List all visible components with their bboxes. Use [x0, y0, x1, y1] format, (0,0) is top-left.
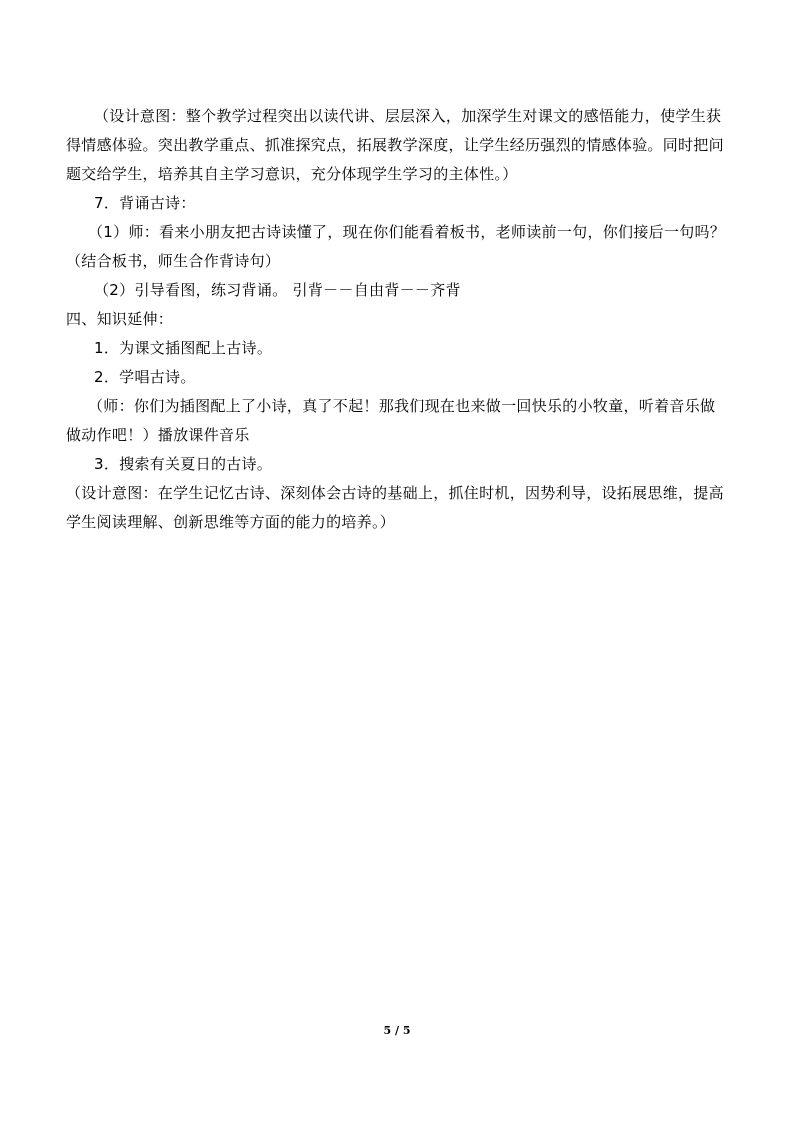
recite-step-2: （2）引导看图，练习背诵。 引背－－自由背－－齐背 — [94, 281, 461, 299]
page-number: 5 / 5 — [383, 1024, 411, 1037]
document-body — [66, 102, 728, 537]
extension-item-3: 3．搜索有关夏日的古诗。 — [94, 455, 273, 473]
section-recite-heading: 7．背诵古诗： — [94, 194, 196, 212]
teacher-remark-paragraph: （师：你们为插图配上了小诗，真了不起！那我们现在也来做一回快乐的小牧童，听着音乐做做动作吧！）播放课件音乐 — [66, 397, 716, 444]
recite-step-1: （1）师：看来小朋友把古诗读懂了，现在你们能看着板书，老师读前一句，你们接后一句吗？ （结合板书，师生合作背诗句） — [66, 223, 726, 270]
design-intent-paragraph-1: （设计意图：整个教学过程突出以读代讲、层层深入，加深学生对课文的感悟能力，使学生获得情感体验。突出教学重点、抓准探究点，拓展教学深度，让学生经历强烈的情感体验。同时把问题交给学生，培养其自主学习意识，充分体现学生学习的主体性。） — [66, 107, 724, 183]
design-intent-paragraph-2: （设计意图：在学生记忆古诗、深刻体会古诗的基础上，抓住时机，因势利导，设拓展思维，提高学生阅读理解、创新思维等方面的能力的培养。） — [66, 484, 724, 531]
extension-item-2: 2．学唱古诗。 — [94, 368, 196, 386]
extension-item-1: 1．为课文插图配上古诗。 — [94, 339, 273, 357]
section-knowledge-extension-heading: 四、知识延伸： — [66, 310, 174, 328]
